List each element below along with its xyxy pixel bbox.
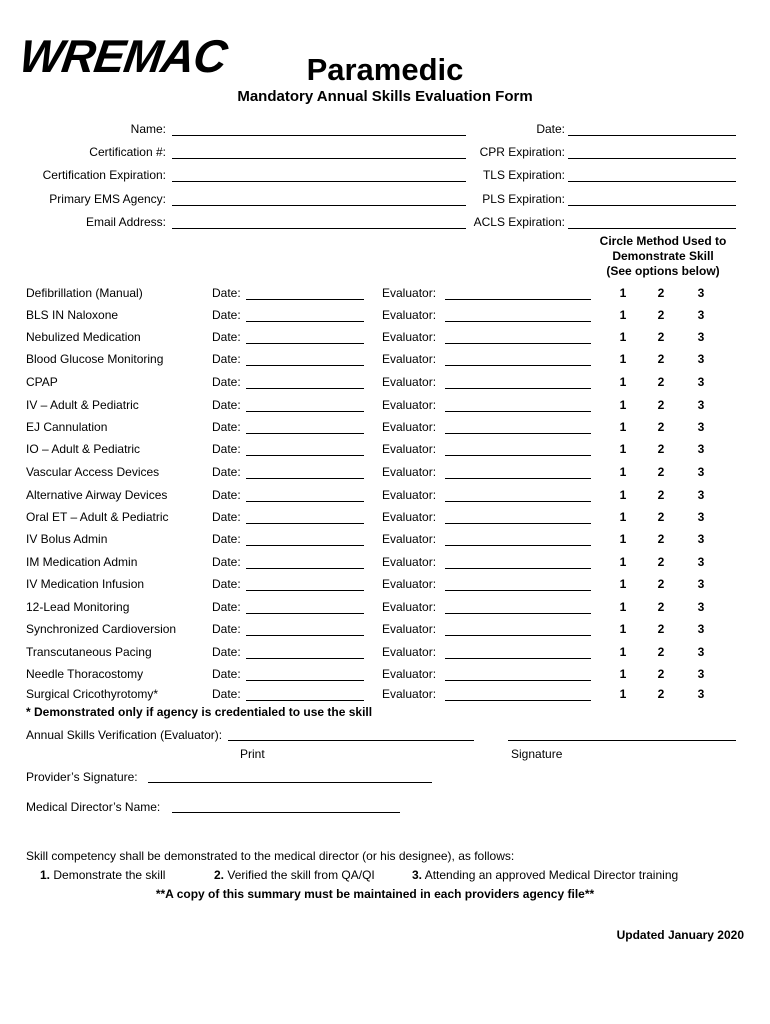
method-option-2[interactable]: 2	[657, 465, 665, 479]
row-date-field[interactable]	[246, 299, 364, 300]
method-option-1[interactable]: 1	[619, 308, 627, 322]
row-evaluator-field[interactable]	[445, 455, 591, 456]
method-option-2[interactable]: 2	[657, 577, 665, 591]
skill-row	[0, 555, 770, 571]
row-date-label: Date:	[212, 375, 241, 389]
row-evaluator-label: Evaluator:	[382, 442, 437, 456]
row-evaluator-label: Evaluator:	[382, 488, 437, 502]
method-option-3[interactable]: 3	[697, 286, 705, 300]
row-evaluator-field[interactable]	[445, 700, 591, 701]
skill-row	[0, 398, 770, 414]
competency-options	[40, 868, 165, 882]
row-date-label: Date:	[212, 488, 241, 502]
row-date-field[interactable]	[246, 545, 364, 546]
row-date-label: Date:	[212, 645, 241, 659]
date-field[interactable]	[568, 135, 736, 136]
skill-name: 12-Lead Monitoring	[26, 600, 130, 614]
option-2-number: 2.	[214, 868, 225, 882]
row-evaluator-label: Evaluator:	[382, 398, 437, 412]
row-evaluator-field[interactable]	[445, 388, 591, 389]
skill-name: CPAP	[26, 375, 58, 389]
row-date-field[interactable]	[246, 590, 364, 591]
method-option-1[interactable]: 1	[619, 398, 627, 412]
method-option-3[interactable]: 3	[697, 488, 705, 502]
row-evaluator-field[interactable]	[445, 501, 591, 502]
method-option-1[interactable]: 1	[619, 687, 627, 701]
form-subtitle: Mandatory Annual Skills Evaluation Form	[237, 88, 533, 105]
row-evaluator-field[interactable]	[445, 590, 591, 591]
method-option-3[interactable]: 3	[697, 465, 705, 479]
row-evaluator-label: Evaluator:	[382, 465, 437, 479]
tls-expiration-label: TLS Expiration:	[482, 168, 565, 182]
skill-name: IM Medication Admin	[26, 555, 138, 569]
verification-label: Annual Skills Verification (Evaluator):	[26, 728, 223, 742]
signature-caption: Signature	[511, 747, 563, 761]
method-option-2[interactable]: 2	[657, 442, 665, 456]
row-evaluator-label: Evaluator:	[382, 532, 437, 546]
method-option-1[interactable]: 1	[619, 420, 627, 434]
method-option-2[interactable]: 2	[657, 600, 665, 614]
skill-row	[0, 577, 770, 593]
method-option-2[interactable]: 2	[657, 286, 665, 300]
cpr-expiration-field[interactable]	[568, 158, 736, 159]
skill-row	[0, 286, 770, 302]
method-option-3[interactable]: 3	[697, 330, 705, 344]
method-option-1[interactable]: 1	[619, 286, 627, 300]
skill-name: EJ Cannulation	[26, 420, 108, 434]
pls-expiration-field[interactable]	[568, 205, 736, 206]
row-date-label: Date:	[212, 510, 241, 524]
row-evaluator-label: Evaluator:	[382, 286, 437, 300]
primary-ems-agency-field[interactable]	[172, 205, 466, 206]
row-date-field[interactable]	[246, 433, 364, 434]
method-option-2[interactable]: 2	[657, 308, 665, 322]
method-option-1[interactable]: 1	[619, 465, 627, 479]
provider-signature-field[interactable]	[148, 782, 432, 783]
method-option-1[interactable]: 1	[619, 375, 627, 389]
method-option-1[interactable]: 1	[619, 330, 627, 344]
skill-row	[0, 687, 770, 703]
verification-print-field[interactable]	[228, 740, 474, 741]
skill-row	[0, 465, 770, 481]
name-label: Name:	[130, 122, 166, 136]
row-date-label: Date:	[212, 330, 241, 344]
skill-row	[0, 488, 770, 504]
row-date-label: Date:	[212, 420, 241, 434]
row-date-label: Date:	[212, 577, 241, 591]
row-evaluator-field[interactable]	[445, 365, 591, 366]
row-evaluator-field[interactable]	[445, 613, 591, 614]
date-label: Date:	[536, 122, 565, 136]
skill-name: IV Medication Infusion	[26, 577, 145, 591]
method-option-2[interactable]: 2	[657, 622, 665, 636]
row-date-label: Date:	[212, 286, 241, 300]
row-evaluator-field[interactable]	[445, 478, 591, 479]
option-3-number: 3.	[412, 868, 423, 882]
method-option-2[interactable]: 2	[657, 398, 665, 412]
skill-name: Vascular Access Devices	[26, 465, 160, 479]
row-evaluator-field[interactable]	[445, 299, 591, 300]
method-option-3[interactable]: 3	[697, 375, 705, 389]
row-evaluator-field[interactable]	[445, 568, 591, 569]
row-evaluator-label: Evaluator:	[382, 420, 437, 434]
competency-intro: Skill competency shall be demonstrated to the medical director (or his designee), as follows:	[26, 849, 515, 863]
method-option-1[interactable]: 1	[619, 600, 627, 614]
method-option-3[interactable]: 3	[697, 420, 705, 434]
method-option-3[interactable]: 3	[697, 352, 705, 366]
skill-name: Nebulized Medication	[26, 330, 141, 344]
row-date-field[interactable]	[246, 365, 364, 366]
updated-date: Updated January 2020	[616, 928, 744, 942]
method-option-1[interactable]: 1	[619, 555, 627, 569]
tls-expiration-field[interactable]	[568, 181, 736, 182]
skill-row	[0, 510, 770, 526]
row-date-label: Date:	[212, 398, 241, 412]
method-option-2[interactable]: 2	[657, 352, 665, 366]
skill-row	[0, 420, 770, 436]
acls-expiration-label: ACLS Expiration:	[473, 215, 565, 229]
row-evaluator-label: Evaluator:	[382, 667, 437, 681]
skill-row	[0, 442, 770, 458]
method-option-3[interactable]: 3	[697, 687, 705, 701]
method-option-1[interactable]: 1	[619, 532, 627, 546]
method-option-2[interactable]: 2	[657, 555, 665, 569]
row-date-label: Date:	[212, 465, 241, 479]
skill-name: Blood Glucose Monitoring	[26, 352, 164, 366]
row-evaluator-field[interactable]	[445, 680, 591, 681]
row-evaluator-field[interactable]	[445, 411, 591, 412]
option-1-text: Demonstrate the skill	[53, 868, 166, 882]
skill-name: IV – Adult & Pediatric	[26, 398, 139, 412]
skill-row	[0, 375, 770, 391]
competency-option-3	[412, 868, 678, 882]
method-option-3[interactable]: 3	[697, 600, 705, 614]
method-option-3[interactable]: 3	[697, 398, 705, 412]
cpr-expiration-label: CPR Expiration:	[479, 145, 565, 159]
skill-row	[0, 667, 770, 683]
row-date-label: Date:	[212, 555, 241, 569]
certification-number-field[interactable]	[172, 158, 466, 159]
row-evaluator-label: Evaluator:	[382, 510, 437, 524]
form-title: Paramedic	[306, 52, 464, 87]
skill-name: Synchronized Cardioversion	[26, 622, 177, 636]
skill-row	[0, 532, 770, 548]
skill-row	[0, 645, 770, 661]
row-date-label: Date:	[212, 352, 241, 366]
skill-row	[0, 352, 770, 368]
row-date-field[interactable]	[246, 478, 364, 479]
method-option-2[interactable]: 2	[657, 687, 665, 701]
row-evaluator-label: Evaluator:	[382, 687, 437, 701]
row-evaluator-label: Evaluator:	[382, 600, 437, 614]
row-evaluator-label: Evaluator:	[382, 308, 437, 322]
method-option-2[interactable]: 2	[657, 375, 665, 389]
skill-row	[0, 622, 770, 638]
row-evaluator-field[interactable]	[445, 321, 591, 322]
row-date-field[interactable]	[246, 411, 364, 412]
verification-signature-field[interactable]	[508, 740, 736, 741]
method-option-1[interactable]: 1	[619, 645, 627, 659]
row-date-label: Date:	[212, 667, 241, 681]
method-option-1[interactable]: 1	[619, 667, 627, 681]
row-date-label: Date:	[212, 442, 241, 456]
certification-expiration-label: Certification Expiration:	[42, 168, 166, 182]
row-date-field[interactable]	[246, 700, 364, 701]
option-3-text: Attending an approved Medical Director training	[424, 868, 679, 882]
row-evaluator-label: Evaluator:	[382, 375, 437, 389]
row-evaluator-field[interactable]	[445, 658, 591, 659]
method-option-2[interactable]: 2	[657, 330, 665, 344]
acls-expiration-field[interactable]	[568, 228, 736, 229]
skill-name: BLS IN Naloxone	[26, 308, 119, 322]
skill-row	[0, 600, 770, 616]
method-option-3[interactable]: 3	[697, 577, 705, 591]
row-date-label: Date:	[212, 600, 241, 614]
skill-name: IO – Adult & Pediatric	[26, 442, 141, 456]
method-option-2[interactable]: 2	[657, 532, 665, 546]
row-evaluator-field[interactable]	[445, 433, 591, 434]
row-date-field[interactable]	[246, 343, 364, 344]
skill-name: Alternative Airway Devices	[26, 488, 168, 502]
row-date-field[interactable]	[246, 388, 364, 389]
method-option-3[interactable]: 3	[697, 532, 705, 546]
method-option-2[interactable]: 2	[657, 488, 665, 502]
medical-director-label: Medical Director’s Name:	[26, 800, 161, 814]
wremac-logo: WREMAC	[16, 30, 230, 82]
row-date-field[interactable]	[246, 523, 364, 524]
row-date-label: Date:	[212, 622, 241, 636]
method-option-3[interactable]: 3	[697, 308, 705, 322]
certification-expiration-field[interactable]	[172, 181, 466, 182]
certification-number-label: Certification #:	[89, 145, 166, 159]
skill-name: IV Bolus Admin	[26, 532, 108, 546]
method-option-2[interactable]: 2	[657, 510, 665, 524]
row-evaluator-field[interactable]	[445, 545, 591, 546]
method-option-3[interactable]: 3	[697, 667, 705, 681]
row-date-label: Date:	[212, 687, 241, 701]
row-date-field[interactable]	[246, 680, 364, 681]
email-address-label: Email Address:	[85, 215, 166, 229]
skill-name: Defibrillation (Manual)	[26, 286, 143, 300]
skill-name: Transcutaneous Pacing	[26, 645, 152, 659]
competency-option-2	[214, 868, 375, 882]
row-date-field[interactable]	[246, 455, 364, 456]
method-option-1[interactable]: 1	[619, 577, 627, 591]
row-date-label: Date:	[212, 308, 241, 322]
method-option-3[interactable]: 3	[697, 555, 705, 569]
skill-name: Needle Thoracostomy	[26, 667, 144, 681]
row-date-field[interactable]	[246, 568, 364, 569]
medical-director-field[interactable]	[172, 812, 400, 813]
row-evaluator-label: Evaluator:	[382, 352, 437, 366]
row-evaluator-label: Evaluator:	[382, 622, 437, 636]
row-date-field[interactable]	[246, 658, 364, 659]
method-option-1[interactable]: 1	[619, 510, 627, 524]
skill-name: Surgical Cricothyrotomy*	[26, 687, 159, 701]
skill-row	[0, 330, 770, 346]
method-option-1[interactable]: 1	[619, 352, 627, 366]
row-date-field[interactable]	[246, 613, 364, 614]
row-evaluator-field[interactable]	[445, 635, 591, 636]
method-option-3[interactable]: 3	[697, 622, 705, 636]
option-1-number: 1.	[40, 868, 51, 882]
row-evaluator-field[interactable]	[445, 523, 591, 524]
provider-signature-label: Provider’s Signature:	[26, 770, 138, 784]
skill-name: Oral ET – Adult & Pediatric	[26, 510, 169, 524]
row-date-field[interactable]	[246, 501, 364, 502]
row-date-label: Date:	[212, 532, 241, 546]
option-2-text: Verified the skill from QA/QI	[227, 868, 375, 882]
method-option-3[interactable]: 3	[697, 645, 705, 659]
method-option-3[interactable]: 3	[697, 510, 705, 524]
row-evaluator-field[interactable]	[445, 343, 591, 344]
method-option-2[interactable]: 2	[657, 667, 665, 681]
row-date-field[interactable]	[246, 635, 364, 636]
method-option-1[interactable]: 1	[619, 488, 627, 502]
circle-method-heading: Circle Method Used to Demonstrate Skill (See options below)	[599, 234, 727, 278]
copy-note: **A copy of this summary must be maintained in each providers agency file**	[155, 887, 595, 901]
method-option-3[interactable]: 3	[697, 442, 705, 456]
method-option-1[interactable]: 1	[619, 442, 627, 456]
method-option-2[interactable]: 2	[657, 645, 665, 659]
row-evaluator-label: Evaluator:	[382, 555, 437, 569]
primary-ems-agency-label: Primary EMS Agency:	[49, 192, 166, 206]
row-evaluator-label: Evaluator:	[382, 330, 437, 344]
print-caption: Print	[240, 747, 265, 761]
pls-expiration-label: PLS Expiration:	[482, 192, 565, 206]
email-address-field[interactable]	[172, 228, 466, 229]
skill-row	[0, 308, 770, 324]
method-option-1[interactable]: 1	[619, 622, 627, 636]
method-option-2[interactable]: 2	[657, 420, 665, 434]
footnote: * Demonstrated only if agency is credentialed to use the skill	[26, 705, 373, 719]
row-evaluator-label: Evaluator:	[382, 645, 437, 659]
row-date-field[interactable]	[246, 321, 364, 322]
name-field[interactable]	[172, 135, 466, 136]
row-evaluator-label: Evaluator:	[382, 577, 437, 591]
